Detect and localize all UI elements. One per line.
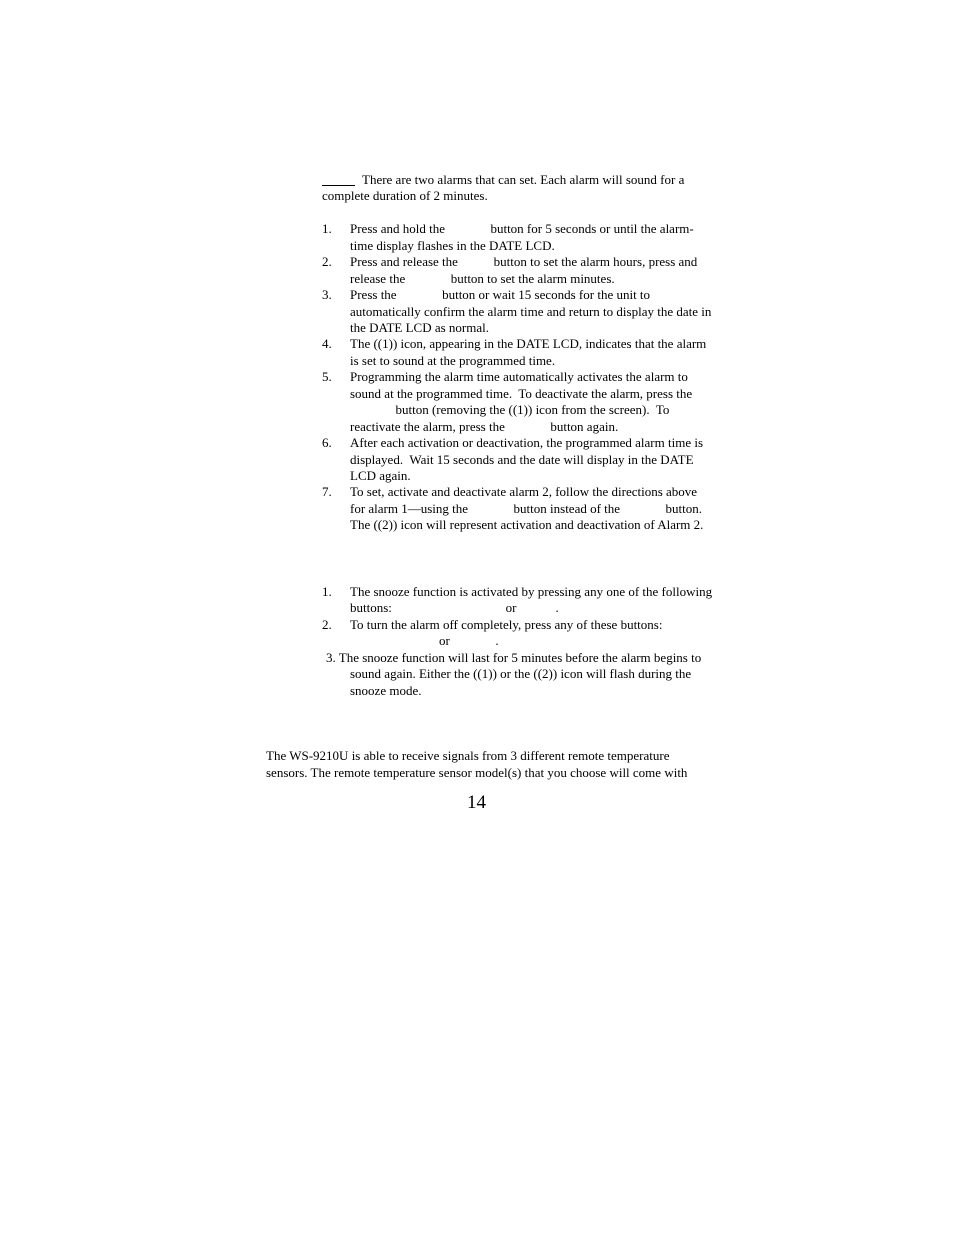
alarm-intro-line-2: complete duration of 2 minutes.	[322, 188, 488, 203]
alarm-step-line: is set to sound at the programmed time.	[350, 352, 556, 368]
alarm-step-line: sound at the programmed time. To deactivate the alarm, press the	[350, 385, 693, 401]
snooze-step-2-number: 2.	[322, 617, 332, 632]
snooze-step-1-line-1: The snooze function is activated by pressing any one of the following	[350, 584, 713, 599]
alarm-step-line: displayed. Wait 15 seconds and the date will display in the DATE	[350, 451, 694, 467]
snooze-step-2-line-2: or .	[439, 633, 499, 648]
alarm-step-line: button (removing the ((1)) icon from the screen). To	[350, 402, 670, 417]
blank-heading-underline	[322, 185, 355, 186]
alarm-step-line: LCD again.	[350, 468, 411, 483]
page-number: 14	[467, 792, 486, 813]
snooze-step-2-line-1: To turn the alarm off completely, press any of these buttons:	[350, 617, 663, 632]
alarm-step-line: Press the button or wait 15 seconds for the unit to	[350, 287, 651, 302]
alarm-intro-line-1: There are two alarms that can set. Each alarm will sound for a	[362, 172, 685, 187]
sensor-paragraph-line-1: The WS-9210U is able to receive signals from 3 different remote temperature	[266, 748, 670, 763]
alarm-step-number: 4.	[322, 336, 332, 351]
snooze-step-1-number: 1.	[322, 584, 332, 599]
alarm-step-line: release the button to set the alarm minutes.	[350, 270, 615, 286]
alarm-step-line: Programming the alarm time automatically activates the alarm to	[350, 369, 688, 384]
alarm-step-line: After each activation or deactivation, the programmed alarm time is	[350, 435, 704, 450]
alarm-step-number: 7.	[322, 484, 332, 499]
alarm-step-line: automatically confirm the alarm time and return to display the date in	[350, 303, 712, 319]
alarm-step-number: 5.	[322, 369, 332, 384]
snooze-step-3-line-3: snooze mode.	[350, 683, 422, 698]
snooze-step-1-line-2: buttons: or .	[350, 600, 559, 615]
alarm-step-line: reactivate the alarm, press the button again.	[350, 418, 619, 434]
alarm-step-number: 3.	[322, 287, 332, 302]
sensor-paragraph-line-2: sensors. The remote temperature sensor model(s) that you choose will come with	[266, 765, 688, 780]
alarm-step-number: 6.	[322, 435, 332, 450]
snooze-step-3-line-1: 3. The snooze function will last for 5 minutes before the alarm begins to	[326, 650, 702, 665]
alarm-step-line: Press and release the button to set the alarm hours, press and	[350, 254, 698, 269]
alarm-step-number: 1.	[322, 221, 332, 236]
snooze-step-3-line-2: sound again. Either the ((1)) or the ((2)) icon will flash during the	[350, 666, 692, 681]
alarm-step-line: time display flashes in the DATE LCD.	[350, 237, 555, 253]
alarm-step-line: for alarm 1—using the button instead of the button.	[350, 500, 703, 516]
alarm-step-number: 2.	[322, 254, 332, 269]
alarm-step-line: the DATE LCD as normal.	[350, 320, 490, 335]
alarm-step-line: Press and hold the button for 5 seconds or until the alarm-	[350, 221, 694, 236]
alarm-step-line: To set, activate and deactivate alarm 2, follow the directions above	[350, 484, 698, 499]
alarm-step-line: The ((1)) icon, appearing in the DATE LCD, indicates that the alarm	[350, 336, 707, 351]
alarm-step-line: The ((2)) icon will represent activation and deactivation of Alarm 2.	[350, 517, 704, 532]
